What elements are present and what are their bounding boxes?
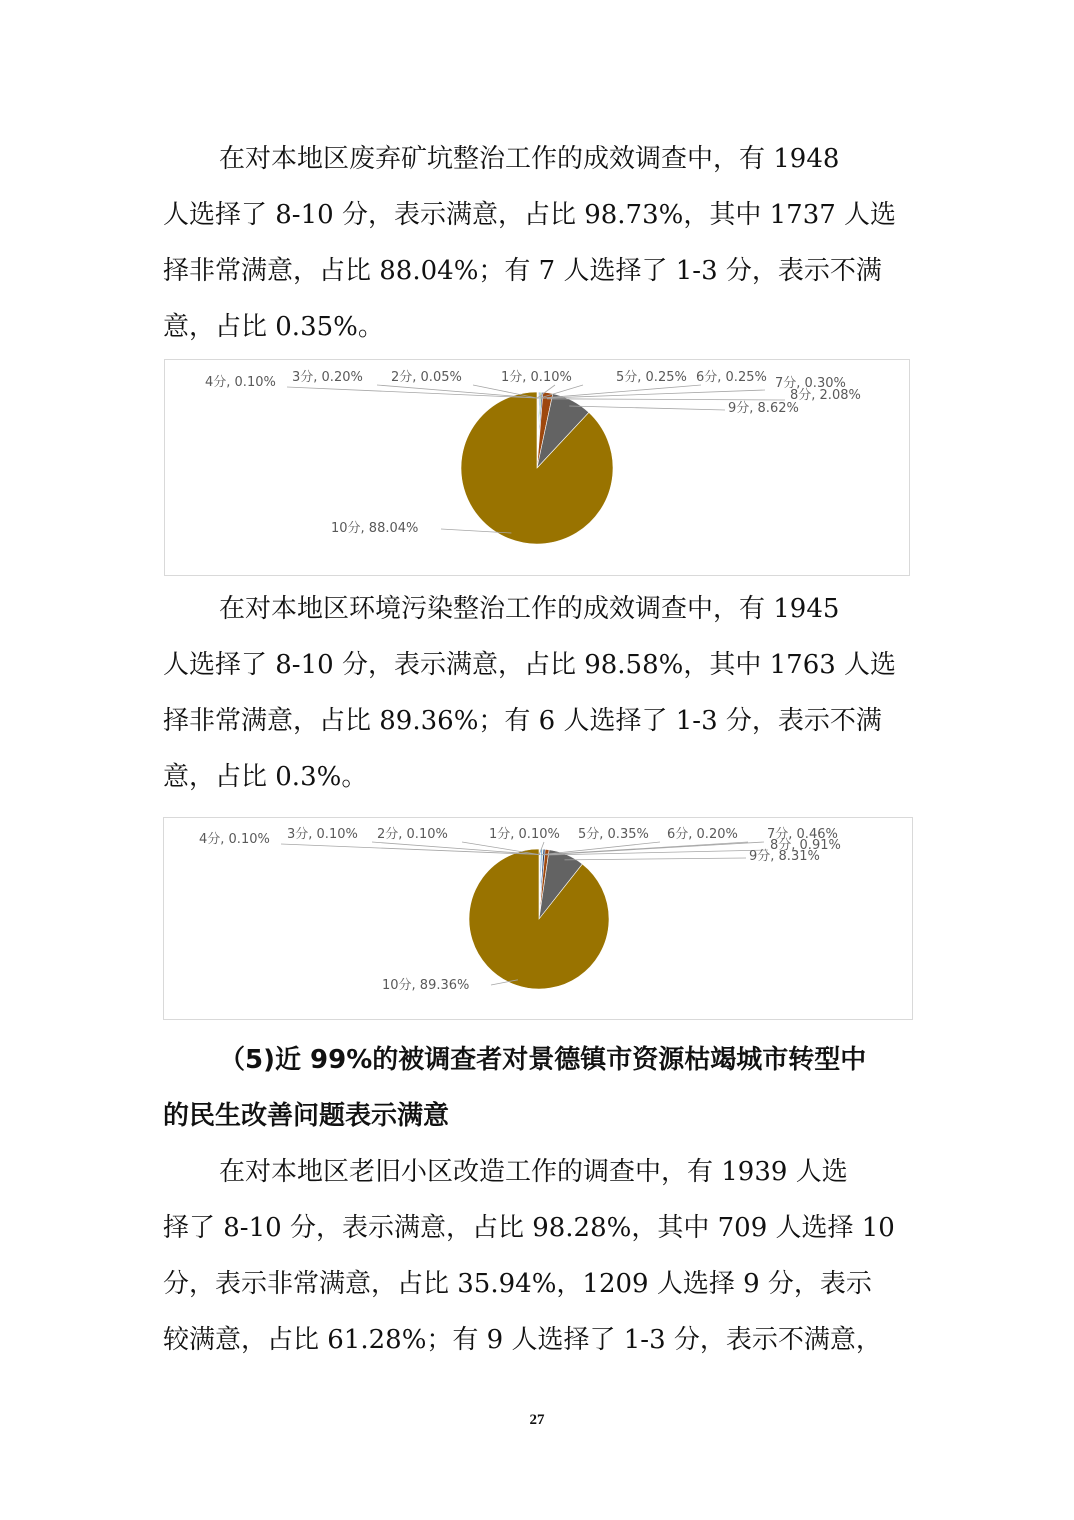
text-line: 在对本地区老旧小区改造工作的调查中，有 1939 人选 xyxy=(219,1157,848,1187)
pie-chart-mining-pit xyxy=(164,359,910,576)
data-label-8分: 8分, 0.91% xyxy=(770,838,841,853)
text-line: 择非常满意，占比 88.04%；有 7 人选择了 1-3 分，表示不满 xyxy=(163,256,882,286)
leader-line xyxy=(541,385,701,398)
data-label-3分: 3分, 0.10% xyxy=(287,827,358,842)
data-label-3分: 3分, 0.20% xyxy=(292,370,363,385)
leader-line xyxy=(542,390,765,398)
data-label-7分: 7分, 0.46% xyxy=(767,827,838,842)
leader-line xyxy=(569,406,725,410)
pie-chart-svg xyxy=(164,818,912,1019)
data-label-4分: 4分, 0.10% xyxy=(199,832,270,847)
data-label-2分: 2分, 0.10% xyxy=(377,827,448,842)
text-line: 择非常满意，占比 89.36%；有 6 人选择了 1-3 分，表示不满 xyxy=(163,706,882,736)
text-line: 意，占比 0.3%。 xyxy=(163,762,368,792)
data-label-6分: 6分, 0.25% xyxy=(696,370,767,385)
heading-line: 的民生改善问题表示满意 xyxy=(163,1101,450,1131)
paragraph-mining-pit xyxy=(163,131,915,355)
text-line: 人选择了 8-10 分，表示满意，占比 98.73%，其中 1737 人选 xyxy=(163,200,897,230)
pie-chart-pollution xyxy=(163,817,913,1020)
leader-line xyxy=(547,399,785,400)
data-label-1分: 1分, 0.10% xyxy=(501,370,572,385)
text-line: 意，占比 0.35%。 xyxy=(163,312,384,342)
paragraph-old-community xyxy=(163,1144,915,1368)
data-label-10分: 10分, 89.36% xyxy=(382,978,470,993)
heading-line: （5)近 99%的被调查者对景德镇市资源枯竭城市转型中 xyxy=(219,1045,867,1075)
data-label-10分: 10分, 88.04% xyxy=(331,521,419,536)
leader-line xyxy=(473,385,538,398)
pie-chart-svg xyxy=(165,360,909,575)
leader-line xyxy=(287,387,539,398)
text-line: 分，表示非常满意，占比 35.94%，1209 人选择 9 分，表示 xyxy=(163,1269,872,1299)
page-number: 27 xyxy=(529,1412,545,1428)
pie-slice-10分 xyxy=(469,849,609,989)
data-label-2分: 2分, 0.05% xyxy=(391,370,462,385)
text-line: 较满意，占比 61.28%；有 9 人选择了 1-3 分，表示不满意， xyxy=(163,1325,882,1355)
paragraph-pollution xyxy=(163,581,915,805)
data-label-4分: 4分, 0.10% xyxy=(205,375,276,390)
text-line: 在对本地区废弃矿坑整治工作的成效调查中，有 1948 xyxy=(219,144,840,174)
text-line: 在对本地区环境污染整治工作的成效调查中，有 1945 xyxy=(219,594,840,624)
data-label-9分: 9分, 8.62% xyxy=(728,401,799,416)
data-label-9分: 9分, 8.31% xyxy=(749,849,820,864)
data-label-7分: 7分, 0.30% xyxy=(775,376,846,391)
text-line: 人选择了 8-10 分，表示满意，占比 98.58%，其中 1763 人选 xyxy=(163,650,897,680)
data-label-5分: 5分, 0.35% xyxy=(578,827,649,842)
leader-line xyxy=(372,842,540,855)
data-label-5分: 5分, 0.25% xyxy=(616,370,687,385)
leader-line xyxy=(281,844,540,855)
leader-line xyxy=(565,858,747,860)
data-label-8分: 8分, 2.08% xyxy=(790,388,861,403)
data-label-1分: 1分, 0.10% xyxy=(489,827,560,842)
pie-slice-10分 xyxy=(461,392,613,544)
section-heading xyxy=(163,1032,915,1144)
leader-line xyxy=(377,385,538,398)
text-line: 择了 8-10 分，表示满意，占比 98.28%，其中 709 人选择 10 xyxy=(163,1213,895,1243)
data-label-6分: 6分, 0.20% xyxy=(667,827,738,842)
